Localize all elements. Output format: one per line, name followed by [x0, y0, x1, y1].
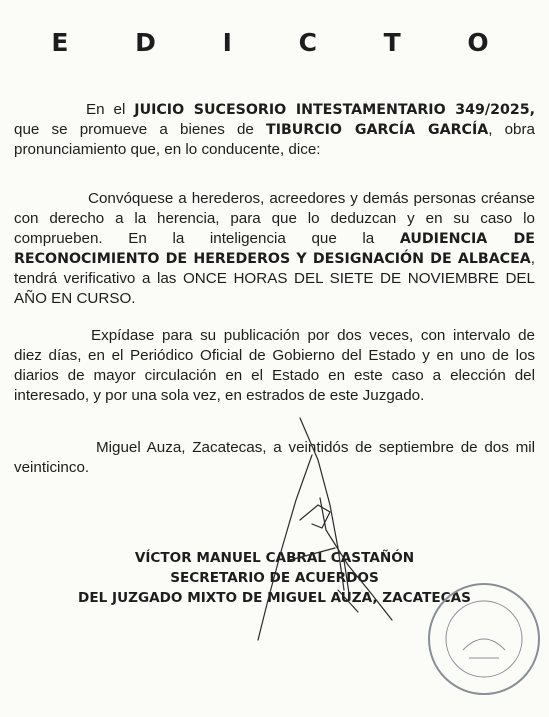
court-seal	[425, 580, 543, 698]
paragraph-place-date: Miguel Auza, Zacatecas, a veintidós de septiembre de dos mil veinticinco.	[14, 439, 535, 476]
paragraph-case-end: , obra pronunciamiento que, en lo conducente, dice:	[14, 121, 535, 158]
paragraph-case-intro: En el	[86, 101, 135, 118]
signer-position: SECRETARIO DE ACUERDOS	[170, 570, 379, 586]
deceased-name: TIBURCIO GARCÍA GARCÍA	[266, 122, 489, 138]
paragraph-case	[14, 100, 535, 160]
case-number: JUICIO SUCESORIO INTESTAMENTARIO 349/2025,	[134, 102, 535, 118]
hearing-name: AUDIENCIA DE RECONOCIMIENTO DE HEREDEROS Y DESIGNACIÓN DE ALBACEA	[14, 231, 535, 267]
signer-name: VÍCTOR MANUEL CABRAL CASTAÑÓN	[134, 550, 415, 566]
signer-court: DEL JUZGADO MIXTO DE MIGUEL AUZA, ZACATECAS	[78, 590, 471, 606]
paragraph-summons-intro: Convóquese a herederos, acreedores y demás personas créanse con derecho a la herencia, para que lo deduzcan y en su caso lo comprueben. En la inteligencia que la	[14, 190, 535, 247]
paragraph-publication: Expídase para su publicación por dos veces, con intervalo de diez días, en el Periódico Oficial de Gobierno del Estado y en uno de los diarios de mayor circulación en el Estado en este caso a elección del interesado, y por una sola vez, en estrados de este Juzgado.	[14, 327, 535, 404]
paragraph-summons-end: , tendrá verificativo a las ONCE HORAS DEL SIETE DE NOVIEMBRE DEL AÑO EN CURSO.	[14, 250, 535, 307]
paragraph-summons	[14, 189, 535, 309]
paragraph-case-mid: que se promueve a bienes de	[14, 121, 267, 138]
document-title: E D I C T O	[51, 28, 518, 57]
